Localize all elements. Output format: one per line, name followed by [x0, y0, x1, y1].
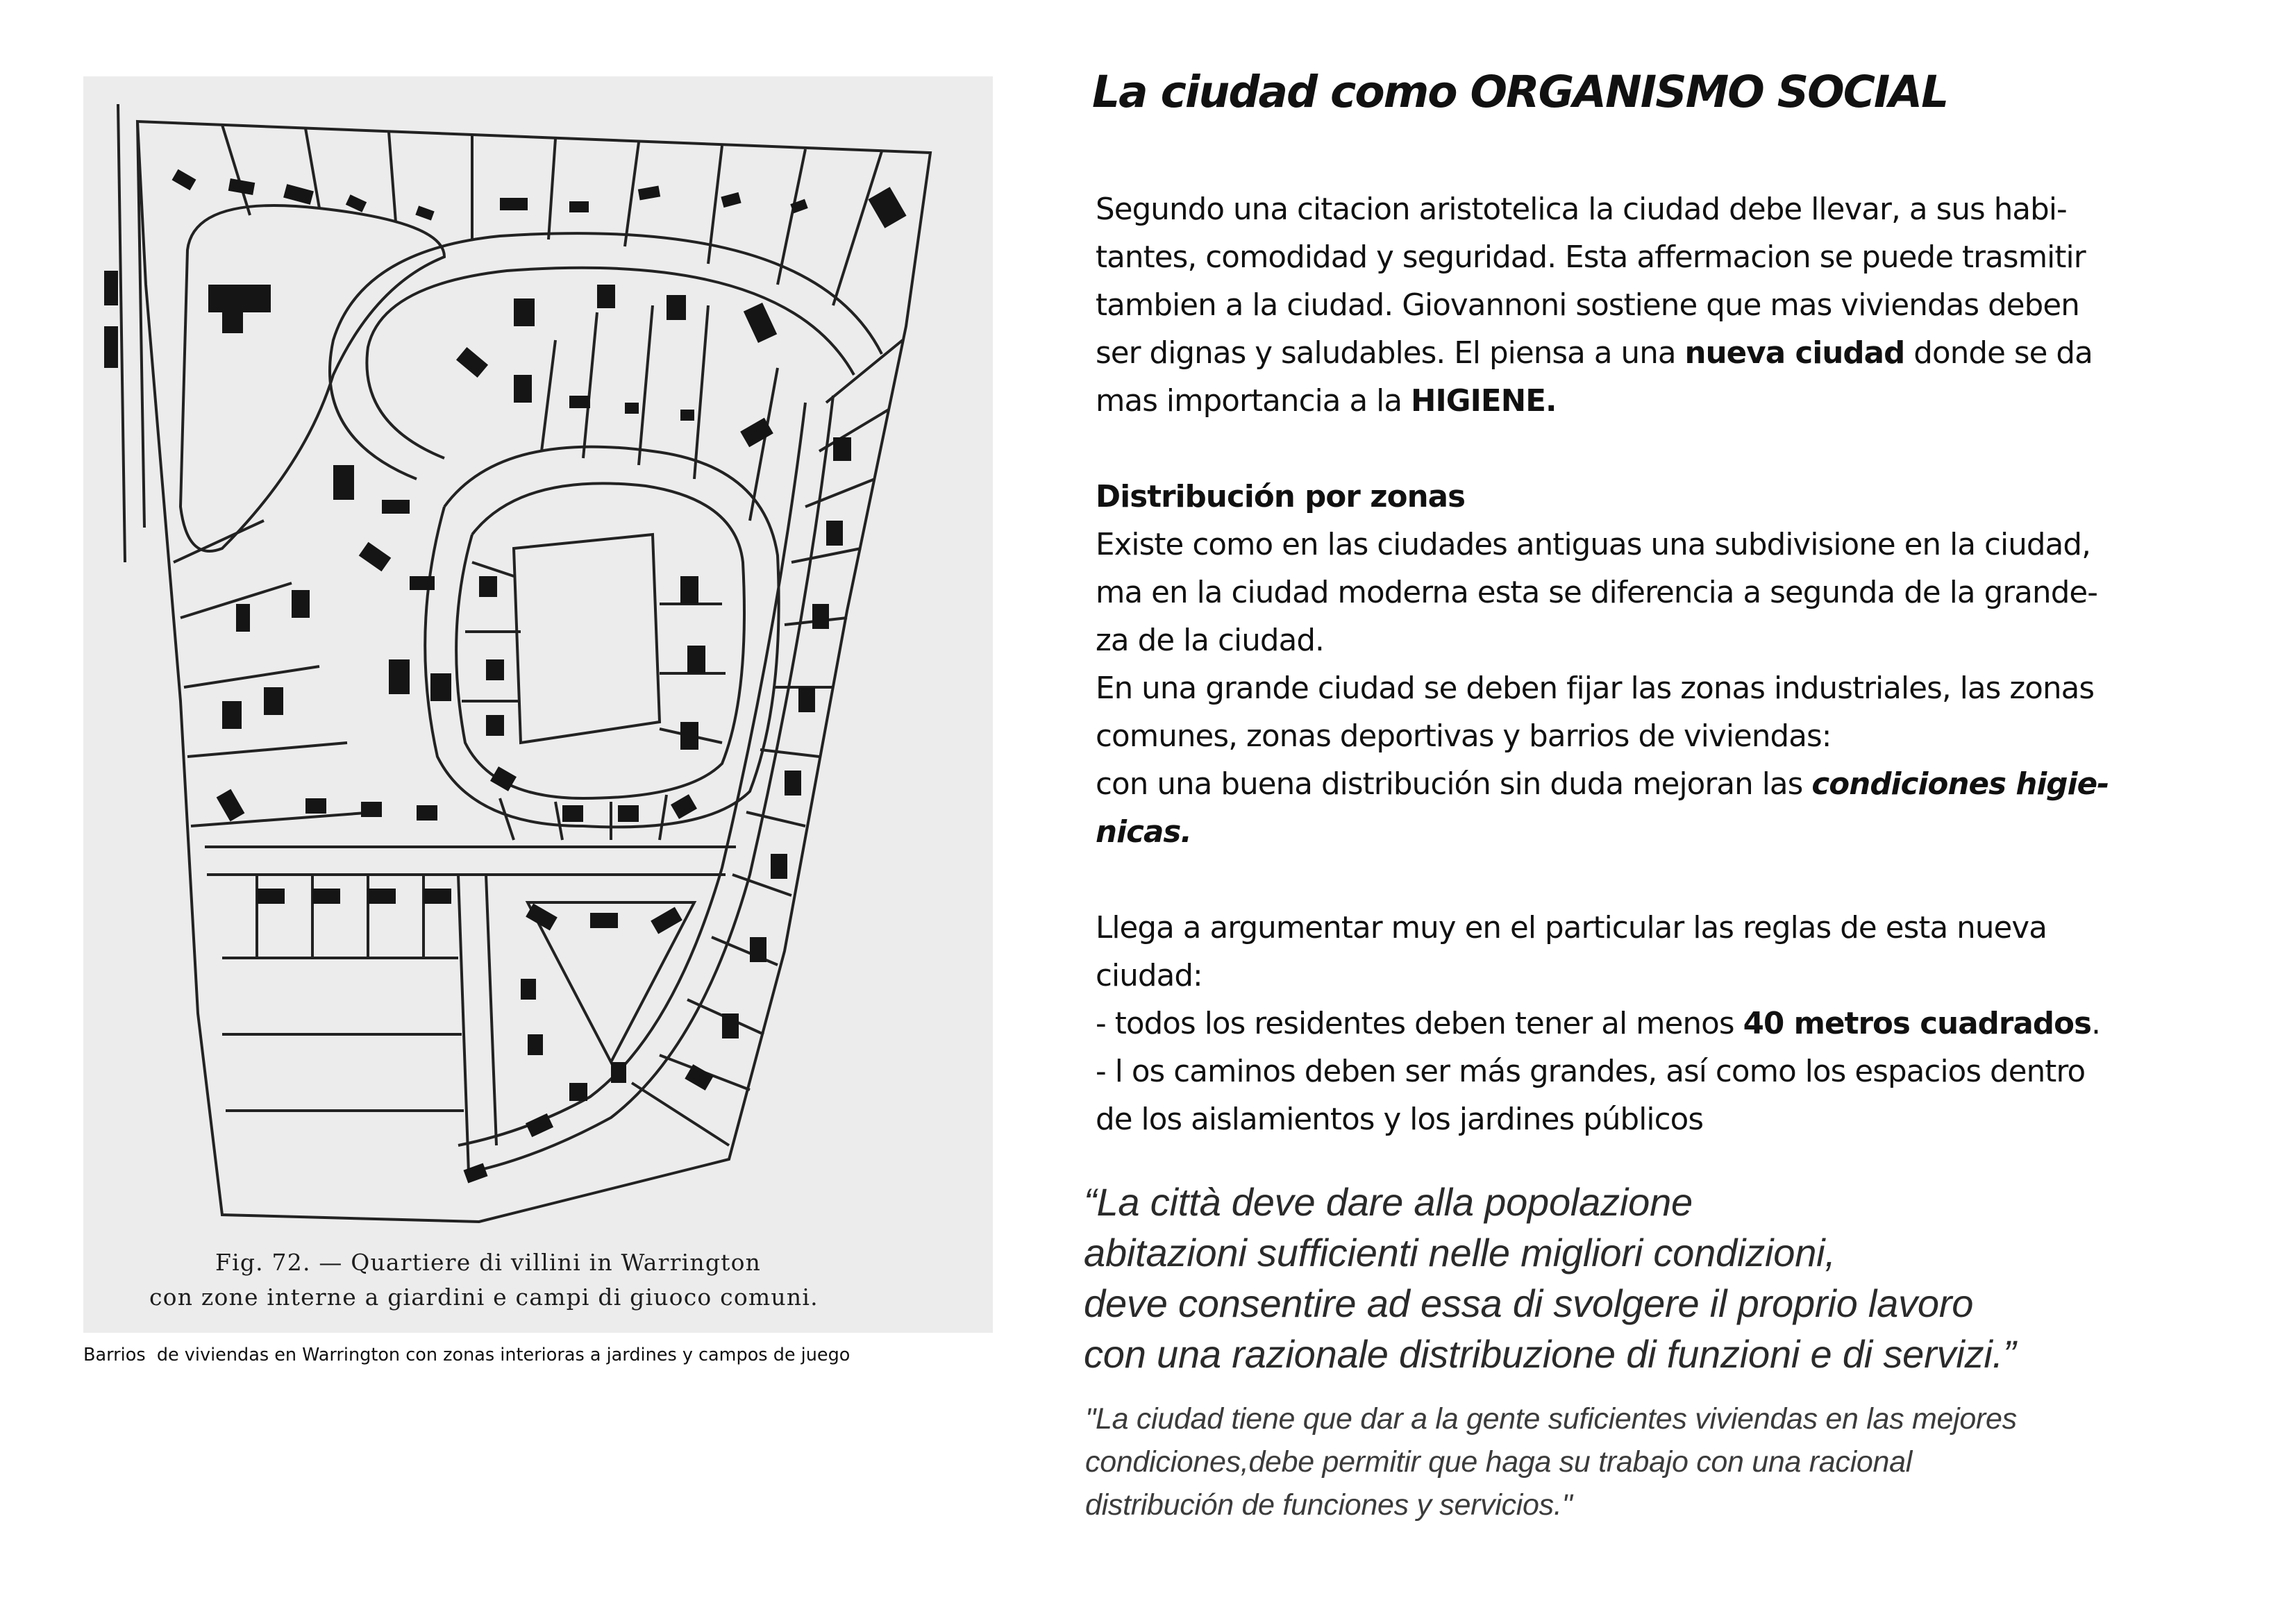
quote-line-3: deve consentire ad essa di svolgere il proprio lavoro [1084, 1281, 1974, 1325]
translation-line-1: "La ciudad tiene que dar a la gente suficientes viviendas en las mejores [1085, 1402, 2017, 1436]
intro-line-4-end: donde se da [1904, 336, 2093, 371]
higiene-emphasis: HIGIENE. [1411, 384, 1557, 419]
rules-line-1: Llega a argumentar muy en el particular las reglas de esta nueva [1096, 911, 2047, 945]
section-line-7 [1096, 809, 2234, 857]
higienicas-emphasis: nicas. [1096, 815, 1192, 850]
section-heading-text: Distribución por zonas [1096, 480, 1466, 514]
italian-quote [1084, 1177, 2236, 1379]
section-line-5: comunes, zonas deportivas y barrios de viviendas: [1096, 719, 1832, 754]
rules-line-5: de los aislamientos y los jardines públicos [1096, 1102, 1704, 1137]
body-text [1096, 186, 2234, 1144]
quote-line-4: con una razionale distribuzione di funzioni e di servizi.” [1084, 1332, 2016, 1376]
intro-line-4 [1096, 330, 2234, 378]
intro-line-2: tantes, comodidad y seguridad. Esta affermacion se puede trasmitir [1096, 240, 2086, 275]
quote-line-2: abitazioni sufficienti nelle migliori condizioni, [1084, 1231, 1836, 1274]
figure-caption-line-1: Fig. 72. — Quartiere di villini in Warrington [215, 1249, 762, 1276]
metros-emphasis: 40 metros cuadrados [1743, 1007, 2092, 1041]
warrington-plan-figure [83, 76, 993, 1333]
condiciones-emphasis: condiciones higie- [1811, 767, 2109, 802]
spanish-translation [1085, 1397, 2238, 1526]
intro-line-4-start: ser dignas y saludables. El piensa a una [1096, 336, 1685, 371]
section-line-3: za de la ciudad. [1096, 623, 1324, 658]
rules-line-4: - l os caminos deben ser más grandes, así como los espacios dentro [1096, 1054, 2086, 1089]
rules-line-3 [1096, 1000, 2234, 1048]
intro-line-5 [1096, 378, 2234, 426]
intro-line-5-start: mas importancia a la [1096, 384, 1411, 419]
intro-line-1: Segundo una citacion aristotelica la ciudad debe llevar, a sus habi- [1096, 192, 2067, 227]
quote-line-1: “La città deve dare alla popolazione [1084, 1180, 1693, 1224]
rules-line-2: ciudad: [1096, 959, 1203, 993]
intro-line-3: tambien a la ciudad. Giovannoni sostiene que mas viviendas deben [1096, 288, 2079, 323]
translation-line-3: distribución de funciones y servicios." [1085, 1488, 1573, 1522]
paragraph-gap [1096, 857, 2234, 905]
section-line-2: ma en la ciudad moderna esta se diferencia a segunda de la grande- [1096, 575, 2098, 610]
rules-line-3-end: . [2091, 1007, 2101, 1041]
figure-caption: Barrios de viviendas en Warrington con zonas interioras a jardines y campos de juego [83, 1345, 850, 1365]
section-line-1: Existe como en las ciudades antiguas una subdivisione en la ciudad, [1096, 528, 2090, 562]
translation-line-2: condiciones,debe permitir que haga su trabajo con una racional [1085, 1445, 1912, 1479]
section-heading [1096, 473, 2234, 521]
nueva-ciudad-emphasis: nueva ciudad [1684, 336, 1905, 371]
section-line-6 [1096, 761, 2234, 809]
figure-caption-line-2: con zone interne a giardini e campi di giuoco comuni. [149, 1284, 819, 1311]
section-line-6-start: con una buena distribución sin duda mejoran las [1096, 767, 1812, 802]
page-title: La ciudad como ORGANISMO SOCIAL [1092, 67, 1948, 117]
site-plan-drawing [83, 76, 993, 1333]
rules-line-3-start: - todos los residentes deben tener al menos [1096, 1007, 1743, 1041]
section-line-4: En una grande ciudad se deben fijar las zonas industriales, las zonas [1096, 671, 2095, 706]
paragraph-gap [1096, 426, 2234, 473]
